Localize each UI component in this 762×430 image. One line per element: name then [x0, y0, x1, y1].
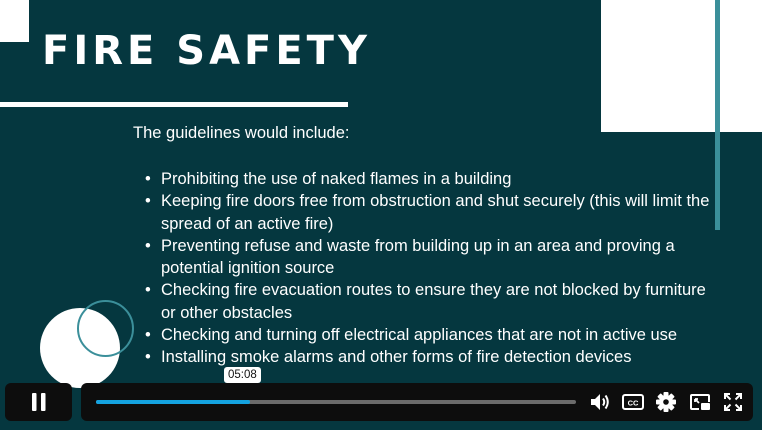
time-tooltip: 05:08 — [224, 367, 261, 383]
fullscreen-icon — [723, 392, 743, 412]
volume-icon — [588, 391, 612, 413]
bullet-list — [143, 168, 713, 369]
decorative-white-block — [601, 0, 762, 132]
progress-bar[interactable] — [96, 400, 576, 404]
list-item: • Checking fire evacuation routes to ensure they are not blocked by furniture or other obstacles — [143, 279, 713, 324]
decorative-teal-line — [715, 0, 720, 230]
list-item: • Preventing refuse and waste from building up in an area and proving a potential ignition source — [143, 235, 713, 280]
list-item: • Installing smoke alarms and other forms of fire detection devices — [143, 346, 713, 368]
title-underline — [0, 102, 348, 107]
settings-button[interactable] — [654, 391, 678, 413]
captions-button[interactable] — [621, 391, 645, 413]
controls-bar — [81, 383, 753, 421]
closed-captions-icon — [622, 393, 644, 411]
list-item: • Prohibiting the use of naked flames in a building — [143, 168, 713, 190]
picture-in-picture-button[interactable] — [688, 391, 712, 413]
progress-fill — [96, 400, 250, 404]
decorative-corner-block — [0, 0, 29, 42]
fullscreen-button[interactable] — [721, 391, 745, 413]
list-item: • Checking and turning off electrical appliances that are not in active use — [143, 324, 713, 346]
decorative-circle-ring — [77, 300, 134, 357]
cc-label: CC — [627, 398, 639, 408]
slide-intro: The guidelines would include: — [133, 124, 350, 142]
pause-icon — [30, 392, 48, 412]
list-item: • Keeping fire doors free from obstruction and shut securely (this will limit the spread of an active fire) — [143, 190, 713, 235]
volume-button[interactable] — [588, 391, 612, 413]
pause-button[interactable] — [5, 383, 72, 421]
slide-title: FIRE SAFETY — [42, 28, 371, 74]
gear-icon — [655, 391, 677, 413]
picture-in-picture-icon — [689, 393, 711, 411]
